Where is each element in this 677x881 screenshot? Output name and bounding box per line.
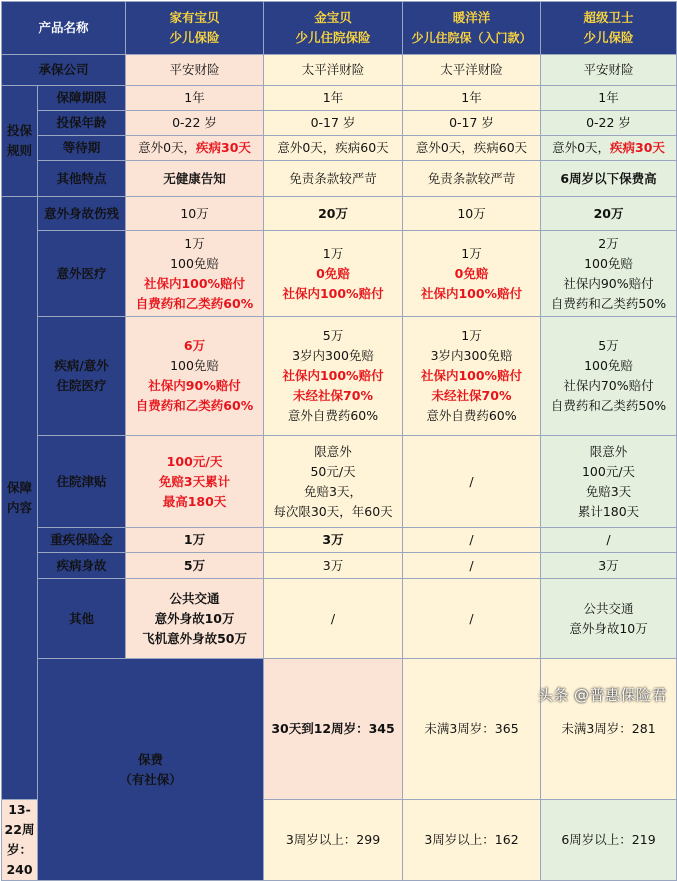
- product-name: 超级卫士: [583, 10, 634, 25]
- cell-line: 社保内100%赔付: [420, 285, 523, 301]
- cell: [126, 579, 264, 659]
- cell-line: 自费药和乙类药60%: [135, 295, 254, 311]
- cell-line: 自费药和乙类药60%: [135, 398, 254, 413]
- row-label-line: 疾病/意外: [54, 358, 109, 373]
- premium-label-text: （有社保）: [119, 771, 182, 787]
- cell-line: 免赔3天: [585, 483, 632, 499]
- cell: 1年: [264, 86, 403, 111]
- cell: /: [403, 528, 541, 553]
- cell-line: 最高180天: [162, 493, 227, 509]
- premium-cell: 30天到12周岁：345: [264, 659, 403, 800]
- cell: 3万: [264, 528, 403, 553]
- row-label: 等待期: [38, 136, 126, 161]
- cell-line: 0免赔: [316, 265, 350, 281]
- cell-line: 公共交通: [583, 600, 634, 616]
- cell: [126, 136, 264, 161]
- cell: 6周岁以下保费高: [541, 161, 677, 197]
- premium-cell: 未满3周岁：365: [403, 659, 541, 800]
- cell-line: 社保内90%赔付: [563, 275, 654, 291]
- rules-section-label: [2, 86, 38, 197]
- cell: [541, 231, 677, 317]
- product-name: 家有宝贝: [169, 10, 220, 25]
- cell: 0-22 岁: [126, 111, 264, 136]
- row-label: [38, 317, 126, 436]
- product-name: 金宝贝: [314, 10, 352, 25]
- cell-line: 累计180天: [577, 503, 640, 519]
- cell-line: 意外身故10万: [569, 620, 648, 636]
- row-label: 其他: [38, 579, 126, 659]
- cell-line: 意外自费药60%: [426, 408, 517, 423]
- cell-line: 1万: [322, 245, 344, 261]
- cell-line: 自费药和乙类药50%: [550, 295, 667, 311]
- cell: 0-17 岁: [403, 111, 541, 136]
- cell-line: 5万: [598, 338, 619, 353]
- cell-line: 社保内70%赔付: [563, 378, 654, 393]
- cell-line: 1万: [184, 235, 205, 251]
- cell-line: 3岁内300免赔: [430, 348, 513, 363]
- cell-line: 社保内100%赔付: [143, 275, 246, 291]
- cell: [541, 317, 677, 436]
- cell-line: 限意外: [314, 443, 352, 459]
- cell: 1万: [126, 528, 264, 553]
- cell-text: 意外0天，疾病60天: [415, 140, 528, 155]
- cell: 3万: [264, 553, 403, 579]
- section-text-line: 规则: [6, 143, 32, 158]
- cell: [264, 317, 403, 436]
- product-type: 少儿住院保（入门款）: [411, 31, 532, 45]
- product-header: [541, 2, 677, 55]
- cell: /: [264, 579, 403, 659]
- cell-line: 意外自费药60%: [287, 408, 379, 423]
- cell: 20万: [541, 197, 677, 231]
- section-text-line: 保障: [6, 480, 32, 495]
- cell-line: 未经社保70%: [431, 388, 512, 403]
- premium-label: [38, 659, 264, 881]
- row-label: 重疾保险金: [38, 528, 126, 553]
- insurer-cell: 太平洋财险: [264, 55, 403, 86]
- cell: 免责条款较严苛: [264, 161, 403, 197]
- cell-line: /: [469, 473, 474, 489]
- cell: /: [403, 579, 541, 659]
- cell: 1年: [403, 86, 541, 111]
- cell-line: 100元/天: [166, 453, 223, 469]
- cell: 10万: [403, 197, 541, 231]
- cell-text: 意外0天，: [138, 140, 197, 155]
- premium-cell: 3周岁以上：162: [403, 800, 541, 881]
- section-text-line: 投保: [6, 123, 32, 138]
- insurer-label: 承保公司: [2, 55, 126, 86]
- coverage-section-label: [2, 197, 38, 800]
- cell-line: 社保内90%赔付: [148, 378, 241, 393]
- cell-line: 100元/天: [581, 463, 636, 479]
- cell-line: 1万: [461, 328, 482, 343]
- product-name: 暖洋洋: [452, 10, 491, 25]
- row-label: 其他特点: [38, 161, 126, 197]
- cell-text: 疾病30天: [610, 140, 665, 155]
- cell-text: 意外0天，: [552, 140, 611, 155]
- cell-line: 社保内100%赔付: [282, 368, 384, 383]
- cell: [126, 436, 264, 528]
- cell-line: 免赔3天累计: [158, 473, 231, 489]
- header-label: 产品名称: [2, 2, 126, 55]
- cell: [126, 231, 264, 317]
- row-label: 意外身故伤残: [38, 197, 126, 231]
- cell-line: 飞机意外身故50万: [142, 630, 247, 646]
- product-header: [264, 2, 403, 55]
- cell-line: 社保内100%赔付: [282, 285, 384, 301]
- cell: 无健康告知: [126, 161, 264, 197]
- cell: [403, 317, 541, 436]
- row-label-text: [38, 356, 125, 396]
- row-label: 保障期限: [38, 86, 126, 111]
- premium-cell: 3周岁以上：299: [264, 800, 403, 881]
- insurer-cell: 平安财险: [541, 55, 677, 86]
- cell: [126, 317, 264, 436]
- cell-line: 3岁内300免赔: [292, 348, 374, 363]
- comparison-table: [1, 1, 677, 881]
- cell: 0-22 岁: [541, 111, 677, 136]
- cell-line: 自费药和乙类药50%: [550, 398, 667, 413]
- cell: 1年: [126, 86, 264, 111]
- cell: 3万: [541, 553, 677, 579]
- row-label: 疾病身故: [38, 553, 126, 579]
- row-label-line: 住院医疗: [56, 378, 107, 393]
- cell-line: 2万: [598, 235, 619, 251]
- cell-line: 100免赔: [170, 255, 219, 271]
- section-text: [2, 478, 37, 518]
- cell: [541, 436, 677, 528]
- cell: [403, 136, 541, 161]
- cell-line: 未经社保70%: [293, 388, 373, 403]
- cell-line: 0免赔: [454, 265, 489, 281]
- insurer-cell: 太平洋财险: [403, 55, 541, 86]
- cell-text: 意外0天，疾病60天: [277, 140, 389, 155]
- cell-line: 100免赔: [170, 358, 219, 373]
- cell: /: [541, 528, 677, 553]
- cell: [264, 136, 403, 161]
- cell: 免责条款较严苛: [403, 161, 541, 197]
- cell: [541, 579, 677, 659]
- premium-cell: 13-22周岁：240: [2, 800, 38, 881]
- cell: 5万: [126, 553, 264, 579]
- product-type: 少儿保险: [583, 30, 634, 45]
- cell: [403, 231, 541, 317]
- cell: 1年: [541, 86, 677, 111]
- cell: 20万: [264, 197, 403, 231]
- cell: 10万: [126, 197, 264, 231]
- premium-cell: 6周岁以上：219: [541, 800, 677, 881]
- section-text: [2, 121, 37, 161]
- row-label: 投保年龄: [38, 111, 126, 136]
- cell-line: 公共交通: [169, 590, 220, 606]
- row-label: 住院津贴: [38, 436, 126, 528]
- premium-label-text: 保费: [138, 751, 164, 767]
- cell-line: 6万: [183, 338, 206, 353]
- product-type: 少儿保险: [169, 30, 220, 45]
- cell-text: 疾病30天: [196, 140, 251, 155]
- insurer-cell: 平安财险: [126, 55, 264, 86]
- cell-line: 50元/天: [310, 463, 356, 479]
- cell: [541, 136, 677, 161]
- cell-line: 100免赔: [584, 255, 633, 271]
- premium-cell: 未满3周岁：281: [541, 659, 677, 800]
- cell-line: 社保内100%赔付: [420, 368, 523, 383]
- product-header: [126, 2, 264, 55]
- section-text-line: 内容: [6, 500, 32, 515]
- cell: [264, 231, 403, 317]
- cell: [403, 436, 541, 528]
- cell-line: 100免赔: [584, 358, 633, 373]
- cell: [264, 436, 403, 528]
- product-type: 少儿住院保险: [295, 30, 371, 45]
- cell: /: [403, 553, 541, 579]
- cell-line: 限意外: [589, 443, 628, 459]
- cell-line: 免赔3天，: [304, 483, 362, 499]
- product-header: [403, 2, 541, 55]
- cell-line: 5万: [322, 328, 344, 343]
- cell-line: 每次限30天，年60天: [273, 503, 393, 519]
- row-label: 意外医疗: [38, 231, 126, 317]
- cell: 0-17 岁: [264, 111, 403, 136]
- cell-line: 1万: [461, 245, 482, 261]
- cell-line: 意外身故10万: [154, 610, 235, 626]
- watermark: 头条 @普惠保险君: [537, 686, 667, 704]
